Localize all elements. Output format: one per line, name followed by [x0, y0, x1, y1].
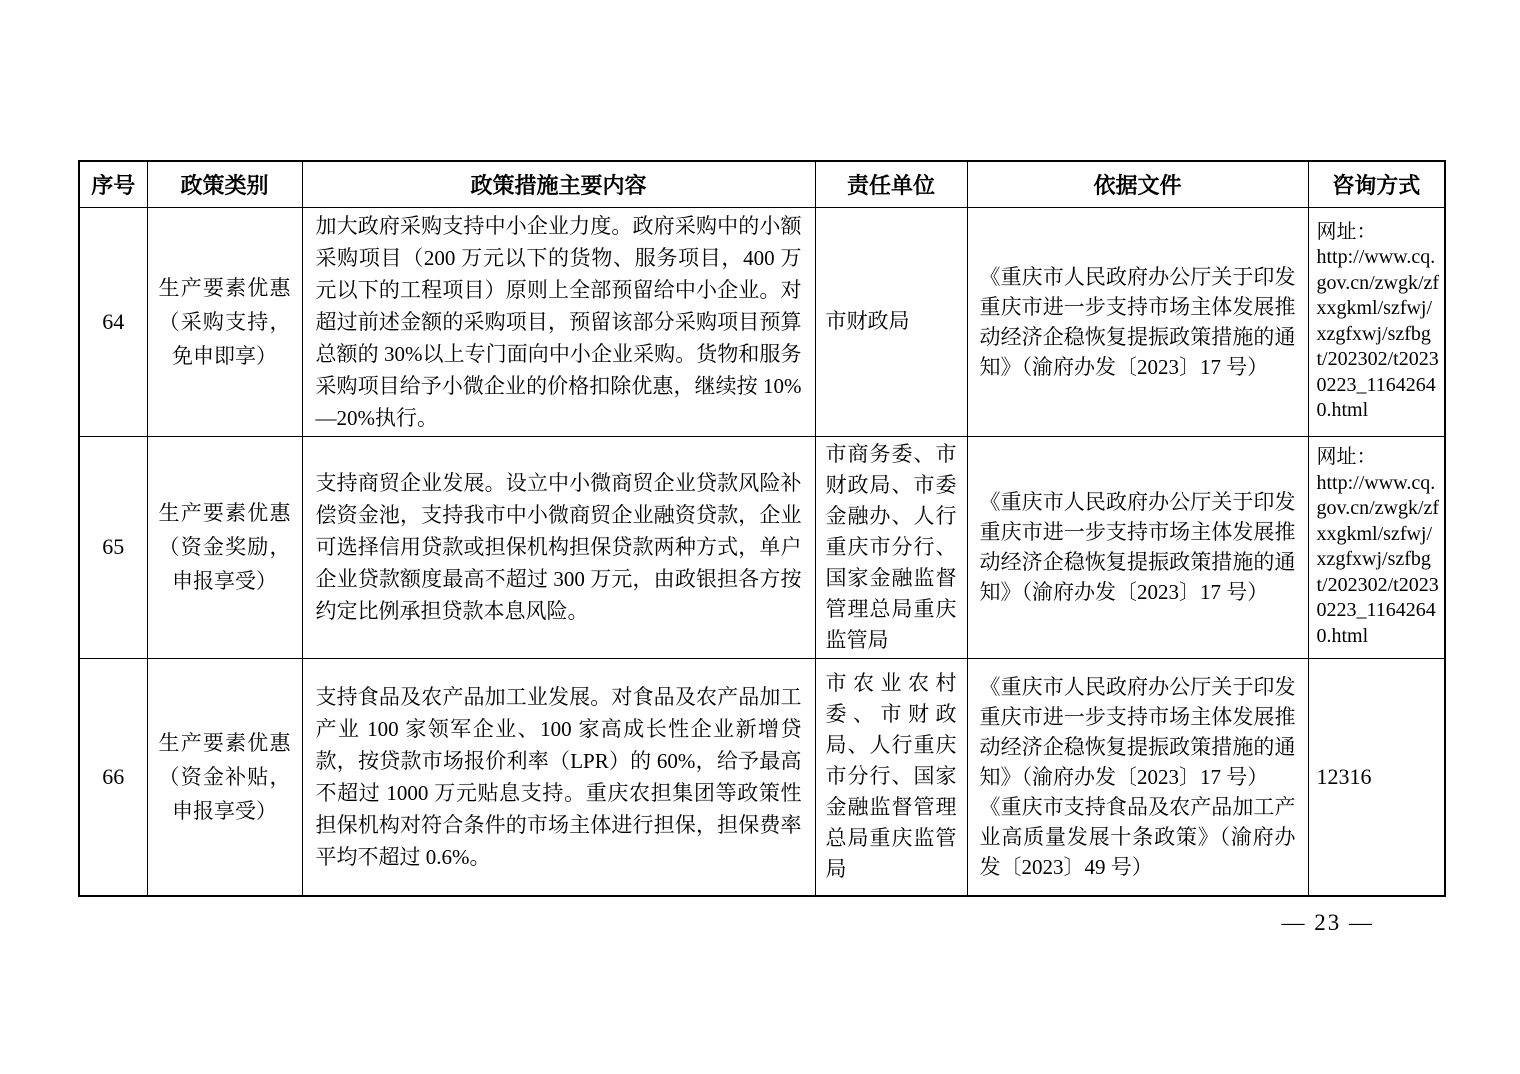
basis-document-text: 《重庆市支持食品及农产品加工产业高质量发展十条政策》（渝府办发〔2023〕49 号）	[979, 794, 1296, 879]
consult-url: http://www.cq.gov.cn/zwgk/zfxxgkml/szfwj/xzgfxwj/szfbgt/202302/t20230223_11642640.html	[1316, 246, 1440, 421]
cell-basis-document	[967, 658, 1308, 896]
column-header-category: 政策类别	[147, 161, 302, 207]
header-row	[79, 161, 1445, 207]
consult-url-label: 网址：	[1316, 446, 1377, 468]
cell-basis-document	[967, 207, 1308, 436]
basis-document-text: 《重庆市人民政府办公厅关于印发重庆市进一步支持市场主体发展推动经济企稳恢复提振政策措施的通知》（渝府办发〔2023〕17 号）	[979, 264, 1296, 379]
column-header-consult: 咨询方式	[1308, 161, 1445, 207]
policy-table	[78, 160, 1446, 897]
cell-policy-category: 生产要素优惠（采购支持，免申即享）	[147, 207, 302, 436]
table-row	[79, 207, 1445, 436]
cell-responsible-unit: 市农业农村委、市财政局、人行重庆市分行、国家金融监督管理总局重庆监管局	[815, 658, 967, 896]
cell-consult-method	[1308, 658, 1445, 896]
column-header-responsible: 责任单位	[815, 161, 967, 207]
table-row	[79, 436, 1445, 658]
column-header-no: 序号	[79, 161, 147, 207]
cell-policy-measure: 支持食品及农产品加工业发展。对食品及农产品加工产业 100 家领军企业、100 家高成长性企业新增贷款，按贷款市场报价利率（LPR）的 60%，给予最高不超过 1000 万元贴息支持。重庆农担集团等政策性担保机构对符合条件的市场主体进行担保，担保费率平均不超过 0.6%。	[302, 658, 815, 896]
cell-policy-category: 生产要素优惠（资金奖励，申报享受）	[147, 436, 302, 658]
column-header-measure: 政策措施主要内容	[302, 161, 815, 207]
cell-row-number: 64	[79, 207, 147, 436]
page-number: — 23 —	[1281, 910, 1374, 935]
cell-consult-method	[1308, 207, 1445, 436]
basis-document-text: 《重庆市人民政府办公厅关于印发重庆市进一步支持市场主体发展推动经济企稳恢复提振政策措施的通知》（渝府办发〔2023〕17 号）	[979, 490, 1296, 604]
cell-row-number: 65	[79, 436, 147, 658]
consult-url: http://www.cq.gov.cn/zwgk/zfxxgkml/szfwj/xzgfxwj/szfbgt/202302/t20230223_11642640.html	[1316, 471, 1440, 647]
cell-policy-measure: 支持商贸企业发展。设立中小微商贸企业贷款风险补偿资金池，支持我市中小微商贸企业融资贷款，企业可选择信用贷款或担保机构担保贷款两种方式，单户企业贷款额度最高不超过 300 万元，由政银担各方按约定比例承担贷款本息风险。	[302, 436, 815, 658]
cell-row-number: 66	[79, 658, 147, 896]
column-header-basis: 依据文件	[967, 161, 1308, 207]
table-row	[79, 658, 1445, 896]
cell-responsible-unit: 市商务委、市财政局、市委金融办、人行重庆市分行、国家金融监督管理总局重庆监管局	[815, 436, 967, 658]
basis-document-text: 《重庆市人民政府办公厅关于印发重庆市进一步支持市场主体发展推动经济企稳恢复提振政策措施的通知》（渝府办发〔2023〕17 号）	[979, 674, 1296, 789]
cell-policy-category: 生产要素优惠（资金补贴，申报享受）	[147, 658, 302, 896]
consult-url-label: 网址：	[1316, 220, 1377, 243]
cell-basis-document	[967, 436, 1308, 658]
cell-policy-measure: 加大政府采购支持中小企业力度。政府采购中的小额采购项目（200 万元以下的货物、服务项目，400 万元以下的工程项目）原则上全部预留给中小企业。对超过前述金额的采购项目，预留该部分采购项目预算总额的 30%以上专门面向中小企业采购。货物和服务采购项目给予小微企业的价格扣除优惠，继续按 10%—20%执行。	[302, 207, 815, 436]
table-header	[79, 161, 1445, 207]
cell-consult-method	[1308, 436, 1445, 658]
cell-responsible-unit: 市财政局	[815, 207, 967, 436]
consult-hotline: 12316	[1316, 763, 1372, 789]
